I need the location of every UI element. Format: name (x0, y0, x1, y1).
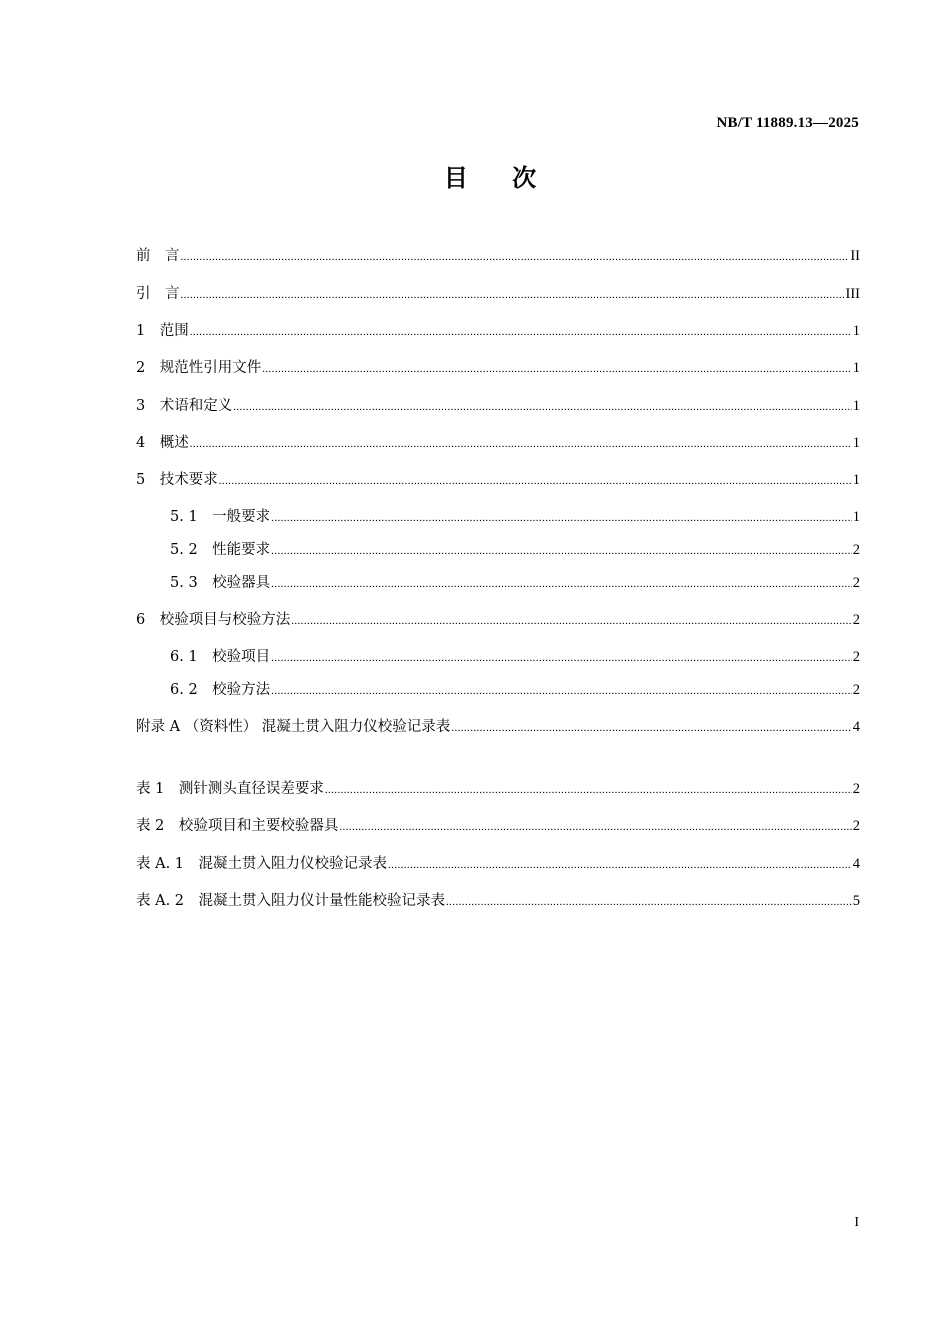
toc-entry-label: 校验器具 (212, 575, 271, 591)
toc-entry-number: 1 (136, 323, 160, 339)
toc-table-a1[interactable] (136, 854, 860, 874)
toc-entry-page: 1 (852, 323, 860, 339)
toc-entry-page: 2 (852, 612, 860, 628)
toc-leader-dots (262, 359, 852, 379)
toc-entry-label: 校验项目与校验方法 (159, 612, 291, 628)
toc-leader-dots (271, 681, 852, 701)
toc-entry-terms-definitions[interactable] (136, 396, 860, 416)
toc-entry-number: 6. 2 (170, 682, 213, 698)
toc-leader-dots (190, 322, 852, 342)
toc-leader-dots (271, 541, 852, 561)
toc-entry-label: 规范性引用文件 (159, 360, 262, 376)
toc-entry-label: 术语和定义 (159, 398, 233, 414)
toc-entry-label: 一般要求 (212, 509, 271, 525)
toc-entry-page: 1 (852, 509, 860, 525)
toc-entry-label: 混凝土贯入阻力仪校验记录表 (198, 856, 388, 872)
toc-entry-label: 校验方法 (212, 682, 271, 698)
toc-entry-number: 表 A. 2 (136, 893, 199, 909)
toc-entry-label: 校验项目和主要校验器具 (178, 818, 339, 834)
toc-entry-number: 6 (136, 612, 160, 628)
toc-title: 目 次 (443, 164, 555, 192)
toc-leader-dots (219, 471, 852, 491)
toc-entry-page: 5 (852, 893, 860, 909)
toc-entry-verification-items-methods[interactable] (136, 610, 860, 630)
toc-entry-label: 混凝土贯入阻力仪计量性能校验记录表 (198, 893, 446, 909)
toc-entry-verification-methods[interactable] (136, 680, 860, 700)
toc-entry-number: 5. 2 (170, 542, 213, 558)
toc-entry-scope[interactable] (136, 321, 860, 341)
toc-entry-page: 2 (852, 781, 860, 797)
toc-table-2[interactable] (136, 816, 860, 836)
toc-leader-dots (388, 855, 852, 875)
toc-entry-label: 引 言 (136, 286, 180, 302)
toc-entry-page: 2 (852, 542, 860, 558)
toc-leader-dots (339, 817, 851, 837)
toc-table-a2[interactable] (136, 891, 860, 911)
toc-entry-verification-items[interactable] (136, 647, 860, 667)
toc-leader-dots (190, 434, 852, 454)
toc-entry-introduction[interactable] (136, 284, 860, 304)
toc-leader-dots (446, 892, 852, 912)
toc-entry-label: 范围 (159, 323, 189, 339)
toc-entry-foreword[interactable] (136, 246, 860, 266)
toc-entry-label: 技术要求 (159, 472, 218, 488)
toc-entry-number: 表 1 (136, 781, 179, 797)
toc-entry-page: 4 (852, 719, 860, 735)
toc-entry-label: 概述 (159, 435, 189, 451)
toc-entry-overview[interactable] (136, 433, 860, 453)
toc-entry-verification-instruments[interactable] (136, 573, 860, 593)
toc-entry-number: 5. 3 (170, 575, 213, 591)
toc-entry-page: 2 (852, 818, 860, 834)
toc-entry-page: 4 (852, 856, 860, 872)
toc-entry-number: 6. 1 (170, 649, 213, 665)
toc-entry-normative-references[interactable] (136, 358, 860, 378)
toc-entry-appendix-a[interactable] (136, 717, 860, 737)
toc-entry-number: 表 2 (136, 818, 179, 834)
toc-leader-dots (181, 285, 845, 305)
page-number: I (854, 1215, 859, 1230)
toc-leader-dots (451, 718, 851, 738)
toc-leader-dots (181, 247, 850, 267)
toc-entry-label: 测针测头直径误差要求 (178, 781, 324, 797)
toc-entry-page: 2 (852, 682, 860, 698)
toc-entry-page: 1 (852, 435, 860, 451)
toc-entry-performance-requirements[interactable] (136, 540, 860, 560)
toc-entry-label: 附录 A （资料性） 混凝土贯入阻力仪校验记录表 (136, 719, 451, 735)
toc-entry-number: 表 A. 1 (136, 856, 199, 872)
document-code: NB/T 11889.13—2025 (716, 115, 859, 131)
toc-entry-number: 3 (136, 398, 160, 414)
toc-entry-number: 4 (136, 435, 160, 451)
toc-entry-page: 1 (852, 398, 860, 414)
toc-entry-page: II (850, 248, 860, 264)
toc-leader-dots (271, 648, 852, 668)
toc-entry-number: 5. 1 (170, 509, 213, 525)
toc-leader-dots (233, 397, 852, 417)
toc-leader-dots (271, 508, 852, 528)
toc-entry-label: 前 言 (136, 248, 180, 264)
toc-leader-dots (291, 611, 852, 631)
toc-entry-label: 性能要求 (212, 542, 271, 558)
toc-entry-number: 2 (136, 360, 160, 376)
toc-entry-technical-requirements[interactable] (136, 470, 860, 490)
toc-entry-page: 2 (852, 649, 860, 665)
toc-entry-page: III (845, 286, 860, 302)
toc-entry-page: 1 (852, 472, 860, 488)
toc-entry-label: 校验项目 (212, 649, 271, 665)
toc-leader-dots (325, 780, 852, 800)
toc-table-1[interactable] (136, 779, 860, 799)
toc-entry-page: 2 (852, 575, 860, 591)
toc-entry-number: 5 (136, 472, 160, 488)
toc-entry-general-requirements[interactable] (136, 507, 860, 527)
toc-entry-page: 1 (852, 360, 860, 376)
toc-leader-dots (271, 574, 852, 594)
